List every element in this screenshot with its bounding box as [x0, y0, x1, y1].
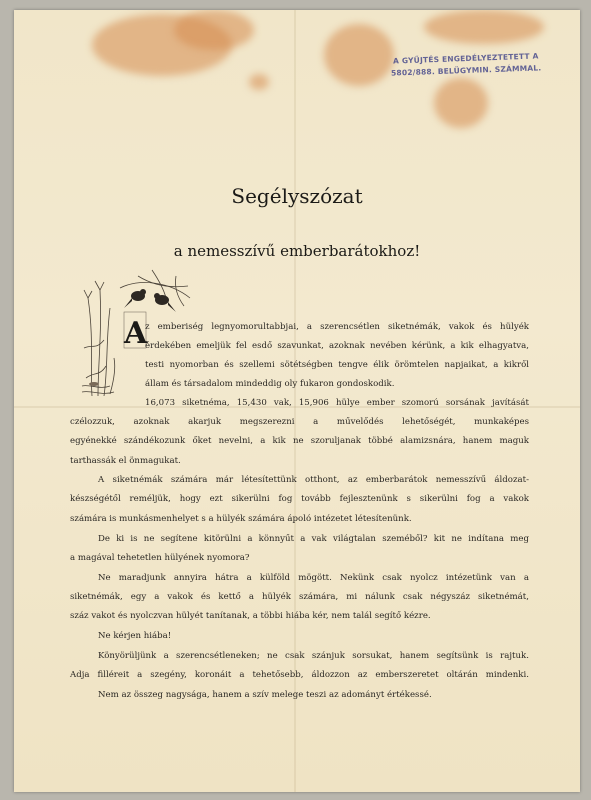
text-line: Adja filléreit a szegény, koronáit a tehetősebb, áldozzon az emberszeretet oltárán mindenki.	[70, 670, 529, 680]
stain	[424, 10, 544, 44]
text-line: számára is munkásmenhelyet s a hülyék számára ápoló intézetet létesítenünk.	[70, 514, 412, 524]
text-line: Nem az összeg nagysága, hanem a szív melege teszi az adományt értékessé.	[98, 690, 432, 700]
text-line: tarthassák el önmagukat.	[70, 456, 181, 466]
text-line: érdekében emeljük fel esdő szavunkat, azoknak nevében kérünk, a kik elhagyatva,	[145, 341, 529, 351]
text-line: siketnémák, egy a vakok és kettő a hülyék számára, mi nálunk csak négyszáz siketnémát,	[70, 592, 529, 602]
text-line: De ki is ne segítene kitörülni a könnyűt a vak világtalan szeméből? kit ne indítana meg	[98, 534, 529, 544]
text-line: testi nyomorban és szellemi sötétségben tengve élik örömtelen napjaikat, a kikről	[145, 360, 529, 370]
stamp-line-2: 5802/888. BELÜGYMIN. SZÁMMAL.	[390, 63, 542, 78]
text-line: a magával tehetetlen hülyének nyomora?	[70, 553, 250, 563]
authorization-stamp	[386, 50, 547, 80]
text-line: 16,073 siketnéma, 15,430 vak, 15,906 hülye ember szomorú sorsának javítását	[145, 398, 529, 408]
text-line: állam és társadalom mindeddig oly fukaron gondoskodik.	[145, 379, 395, 389]
page-subtitle: a nemesszívű emberbarátokhoz!	[173, 242, 421, 260]
text-line: czélozzuk, azoknak akarjuk megszerezni a művelődés lehetőségét, munkaképes	[70, 417, 529, 427]
page-title: Segélyszózat	[231, 184, 363, 208]
text-line: száz vakot és nyolczvan hülyét tanítanak, a többi hiába kér, nem talál segítő kézre.	[70, 611, 431, 621]
text-line: Ne kérjen hiába!	[98, 631, 172, 641]
stain	[174, 10, 254, 50]
text-line: egyénekké szándékozunk őket nevelni, a kik ne szoruljanak többé alamizsnára, hanem maguk	[70, 436, 529, 446]
text-line: készségétől reméljük, hogy ezt sikerülni fog tovább fejlesztenünk s sikerülni fog a vakok	[70, 494, 529, 504]
stain	[434, 78, 488, 128]
stamp-line-1: A GYŰJTÉS ENGEDÉLYEZTETETT A	[392, 51, 539, 66]
letter-page	[14, 10, 580, 792]
drop-cap: A	[124, 316, 148, 351]
text-line: Könyörüljünk a szerencsétleneken; ne csak szánjuk sorsukat, hanem segítsünk is rajtuk.	[98, 651, 529, 661]
stain	[249, 74, 269, 90]
text-line: z emberiség legnyomorultabbjai, a szerencsétlen siketnémák, vakok és hülyék	[145, 322, 529, 332]
stain	[324, 24, 394, 86]
text-line: A siketnémák számára már létesítettünk otthont, az emberbarátok nemesszívű áldozat-	[98, 475, 529, 485]
text-line: Ne maradjunk annyira hátra a külföld mögött. Nekünk csak nyolcz intézetünk van a	[98, 573, 529, 583]
